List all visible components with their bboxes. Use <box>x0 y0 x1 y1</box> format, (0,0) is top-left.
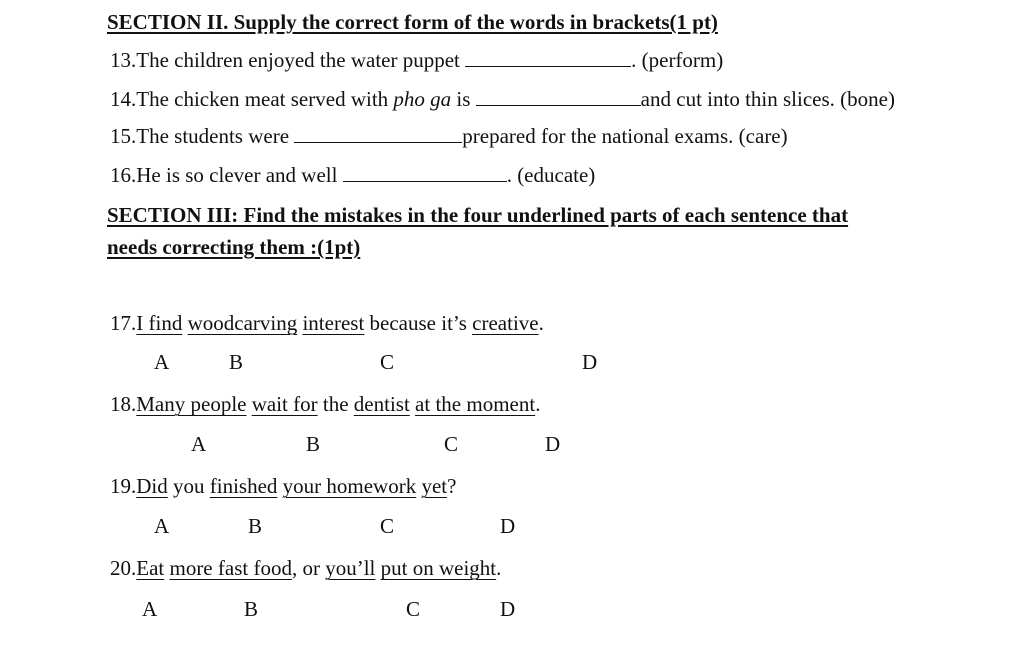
question-number: 20. <box>110 556 137 580</box>
question-number: 14. <box>110 87 137 111</box>
label-b: B <box>229 350 244 374</box>
question-15 <box>110 123 788 149</box>
option-d[interactable]: yet <box>421 474 448 498</box>
section-3-heading-line-1: SECTION III: Find the mistakes in the four underlined parts of each sentence that <box>107 203 849 227</box>
label-c: C <box>380 514 395 538</box>
answer-blank[interactable] <box>465 48 631 67</box>
question-number: 19. <box>110 474 137 498</box>
sentence-text: the <box>317 392 354 416</box>
option-c[interactable]: you’ll <box>325 556 376 580</box>
question-text: The chicken meat served with <box>136 87 394 111</box>
question-19 <box>110 473 456 499</box>
question-hint: and cut into thin slices. (bone) <box>640 87 895 111</box>
question-hint: . (educate) <box>506 163 596 187</box>
question-16 <box>110 162 595 188</box>
question-13 <box>110 47 723 73</box>
answer-blank[interactable] <box>476 87 641 106</box>
label-a: A <box>191 432 207 456</box>
question-18 <box>110 391 540 417</box>
question-number: 16. <box>110 163 137 187</box>
sentence-end: ? <box>447 474 457 498</box>
sentence-end: . <box>496 556 502 580</box>
question-number: 18. <box>110 392 137 416</box>
label-c: C <box>380 350 395 374</box>
sentence-end: . <box>538 311 544 335</box>
question-text: The students were <box>136 124 295 148</box>
label-d: D <box>582 350 598 374</box>
option-c[interactable]: interest <box>302 311 365 335</box>
answer-blank[interactable] <box>294 124 462 143</box>
label-b: B <box>248 514 263 538</box>
label-a: A <box>142 597 158 621</box>
sentence-text: because it’s <box>364 311 473 335</box>
question-hint: . (perform) <box>631 48 724 72</box>
label-b: B <box>244 597 259 621</box>
question-20 <box>110 555 501 581</box>
option-b[interactable]: woodcarving <box>187 311 298 335</box>
option-a[interactable]: I find <box>136 311 183 335</box>
question-text: He is so clever and well <box>136 163 343 187</box>
option-c[interactable]: your homework <box>282 474 417 498</box>
label-a: A <box>154 350 170 374</box>
option-a[interactable]: Did <box>136 474 168 498</box>
label-b: B <box>306 432 321 456</box>
option-d[interactable]: put on weight <box>380 556 497 580</box>
label-d: D <box>500 597 516 621</box>
question-italic-term: pho ga <box>393 87 452 111</box>
section-3-heading-line-2: needs correcting them :(1pt) <box>107 235 361 259</box>
question-number: 17. <box>110 311 137 335</box>
label-d: D <box>545 432 561 456</box>
section-2-heading: SECTION II. Supply the correct form of the words in brackets(1 pt) <box>107 10 718 34</box>
answer-blank[interactable] <box>343 163 507 182</box>
sentence-text: , or <box>291 556 326 580</box>
question-17 <box>110 310 544 336</box>
option-d[interactable]: creative <box>472 311 539 335</box>
question-number: 15. <box>110 124 137 148</box>
sentence-text: you <box>167 474 210 498</box>
option-a[interactable]: Eat <box>136 556 165 580</box>
option-c[interactable]: dentist <box>353 392 410 416</box>
label-d: D <box>500 514 516 538</box>
label-c: C <box>444 432 459 456</box>
sentence-end: . <box>535 392 541 416</box>
question-hint: prepared for the national exams. (care) <box>462 124 788 148</box>
option-d[interactable]: at the moment <box>415 392 536 416</box>
question-14 <box>110 86 895 112</box>
label-c: C <box>406 597 421 621</box>
question-number: 13. <box>110 48 137 72</box>
option-b[interactable]: more fast food <box>169 556 292 580</box>
question-text-mid: is <box>451 87 476 111</box>
option-a[interactable]: Many people <box>136 392 247 416</box>
option-b[interactable]: finished <box>209 474 278 498</box>
option-b[interactable]: wait for <box>251 392 318 416</box>
question-text: The children enjoyed the water puppet <box>136 48 466 72</box>
label-a: A <box>154 514 170 538</box>
